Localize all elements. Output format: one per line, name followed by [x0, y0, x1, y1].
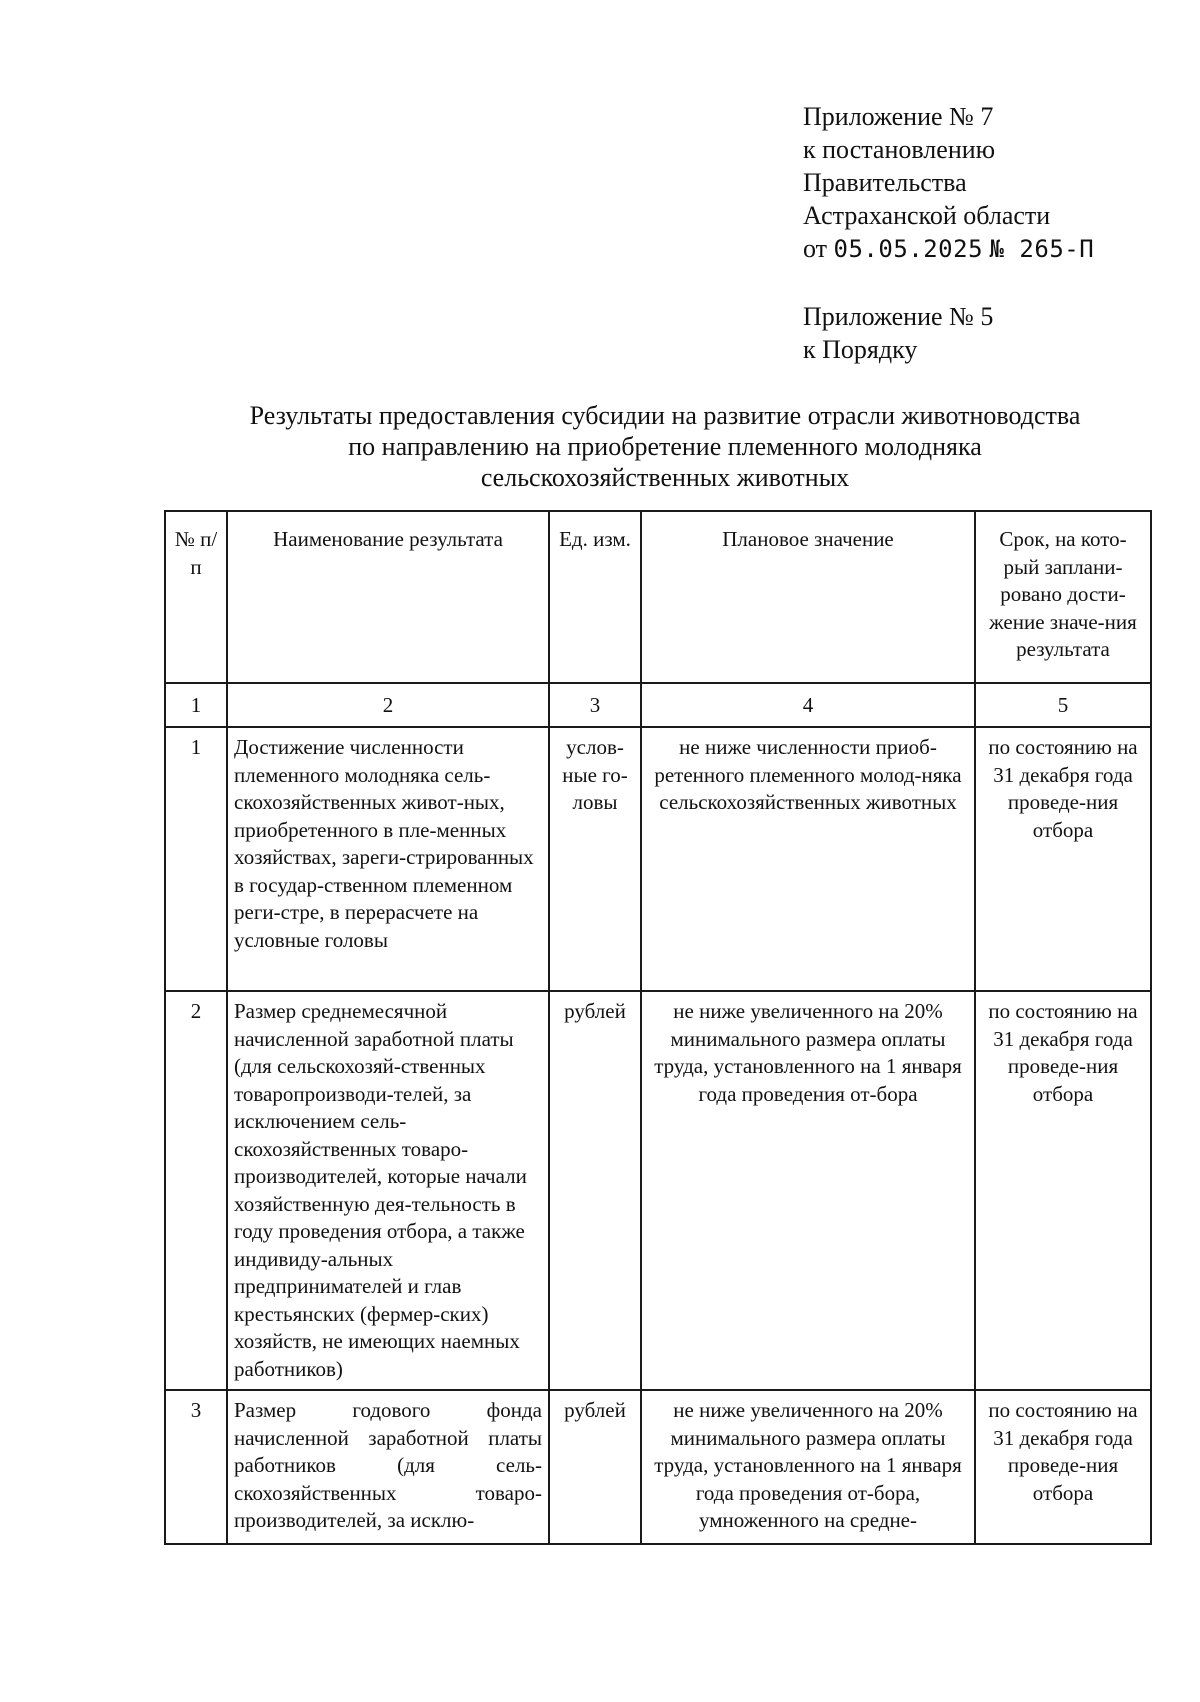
header-term: Срок, на кото-рый заплани-ровано дости-жение значе-ния результата [975, 511, 1151, 683]
decree-prefix: от [803, 234, 828, 263]
column-index-4: 4 [641, 683, 975, 727]
appendix-7-title: Приложение № 7 [803, 102, 994, 131]
appendix-5-title: Приложение № 5 [803, 302, 994, 331]
header-num: № п/п [165, 511, 227, 683]
table-row [165, 1390, 1151, 1544]
decree-reference [803, 232, 1094, 266]
row-1-plan: не ниже численности приоб-ретенного племенного молод-няка сельскохозяйственных животных [641, 727, 975, 991]
appendix-7-ref-line: к постановлению [803, 135, 996, 164]
row-3-unit: рублей [549, 1390, 641, 1544]
appendix-5-header [803, 300, 993, 366]
appendix-5-ref-line: к Порядку [803, 335, 918, 364]
row-2-name: Размер среднемесячной начисленной заработной платы (для сельскохозяй-ственных товаропроизводи-телей, за исключением сель-скохозяйственных товаро-производителей, которые начали хозяйственную дея-тельность в году проведения отбора, а также индивиду-альных предпринимателей и глав крестьянских (фермер-ских) хозяйств, не имеющих наемных работников) [227, 991, 549, 1390]
column-index-row [165, 683, 1151, 727]
table-row [165, 727, 1151, 991]
row-2-num: 2 [165, 991, 227, 1390]
row-1-num: 1 [165, 727, 227, 991]
title-line-3: сельскохозяйственных животных [480, 463, 850, 492]
row-1-term: по состоянию на 31 декабря года проведе-ния отбора [975, 727, 1151, 991]
row-2-term: по состоянию на 31 декабря года проведе-ния отбора [975, 991, 1151, 1390]
results-table [164, 510, 1152, 1545]
decree-date: 05.05.2025 [833, 235, 984, 263]
appendix-7-authority: Правительства [803, 168, 967, 197]
title-line-2: по направлению на приобретение племенного молодняка [348, 432, 982, 461]
appendix-7-region: Астраханской области [803, 201, 1051, 230]
appendix-7-header [803, 100, 1094, 266]
row-2-plan: не ниже увеличенного на 20% минимального размера оплаты труда, установленного на 1 января года проведения от-бора [641, 991, 975, 1390]
column-index-1: 1 [165, 683, 227, 727]
decree-number: № 265-П [989, 235, 1095, 263]
row-3-name: Размер годового фонда начисленной заработной платы работников (для сель-скохозяйственных товаро-производителей, за исклю- [227, 1390, 549, 1544]
row-3-plan: не ниже увеличенного на 20% минимального размера оплаты труда, установленного на 1 января года проведения от-бора, умноженного на средне- [641, 1390, 975, 1544]
row-1-name: Достижение численности племенного молодняка сель-скохозяйственных живот-ных, приобретенного в пле-менных хозяйствах, зареги-стрированных в государ-ственном племенном реги-стре, в перерасчете на условные головы [227, 727, 549, 991]
column-index-2: 2 [227, 683, 549, 727]
column-index-3: 3 [549, 683, 641, 727]
row-3-term: по состоянию на 31 декабря года проведе-ния отбора [975, 1390, 1151, 1544]
title-line-1: Результаты предоставления субсидии на развитие отрасли животноводства [249, 401, 1081, 430]
header-unit: Ед. изм. [549, 511, 641, 683]
document-title [150, 400, 1180, 493]
row-3-num: 3 [165, 1390, 227, 1544]
header-name: Наименование результата [227, 511, 549, 683]
row-1-unit: услов-ные го-ловы [549, 727, 641, 991]
table-row [165, 991, 1151, 1390]
table-header-row [165, 511, 1151, 683]
row-2-unit: рублей [549, 991, 641, 1390]
header-plan: Плановое значение [641, 511, 975, 683]
column-index-5: 5 [975, 683, 1151, 727]
